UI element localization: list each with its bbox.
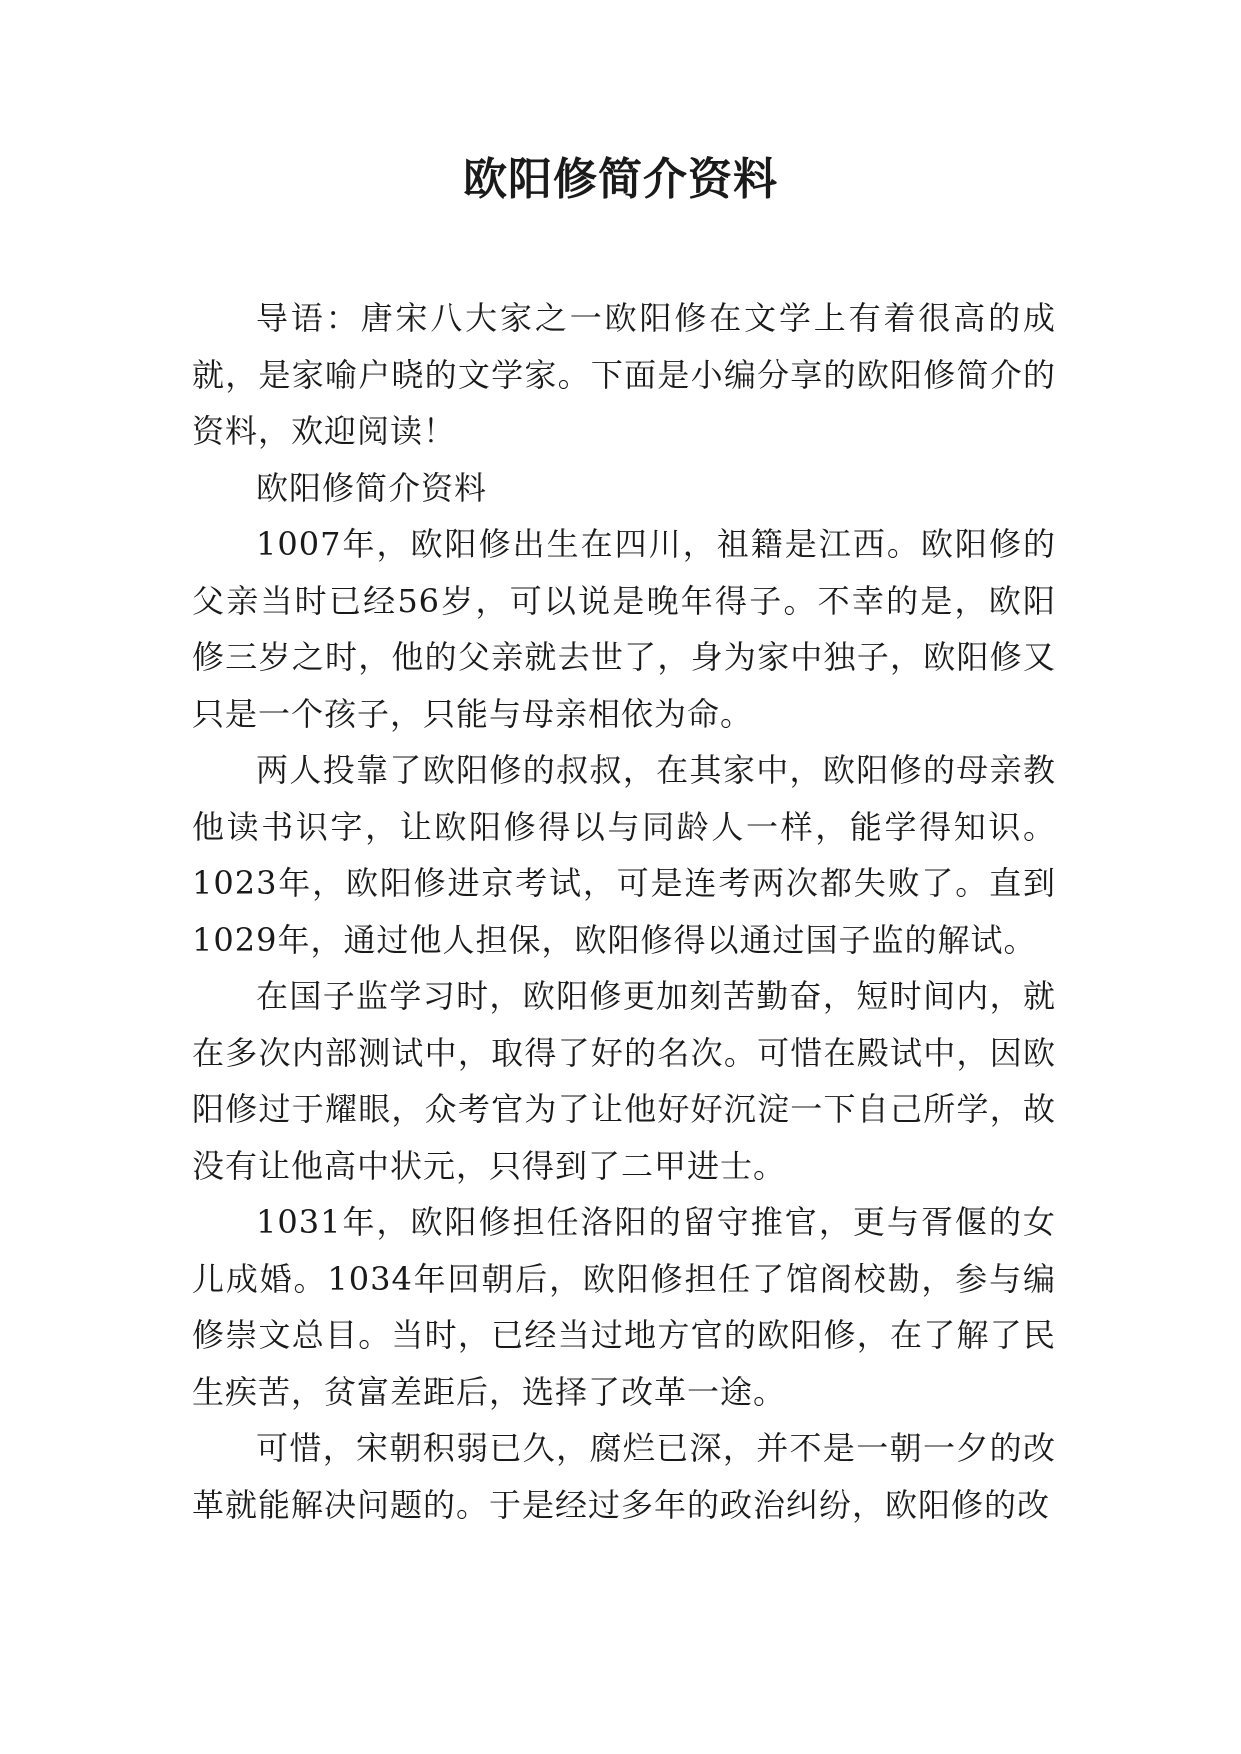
body-paragraph: 可惜，宋朝积弱已久，腐烂已深，并不是一朝一夕的改革就能解决问题的。于是经过多年的政治纠纷，欧阳修的改 — [192, 1429, 1056, 1524]
body-paragraph: 1007年，欧阳修出生在四川，祖籍是江西。欧阳修的父亲当时已经56岁，可以说是晚年得子。不幸的是，欧阳修三岁之时，他的父亲就去世了，身为家中独子，欧阳修又只是一个孩子，只能与母亲相依为命。 — [192, 525, 1056, 733]
section-heading: 欧阳修简介资料 — [256, 468, 488, 507]
document-body — [192, 290, 1056, 1533]
document-title: 欧阳修简介资料 — [463, 154, 778, 205]
body-paragraph: 1031年，欧阳修担任洛阳的留守推官，更与胥偃的女儿成婚。1034年回朝后，欧阳修担任了馆阁校勘，参与编修崇文总目。当时，已经当过地方官的欧阳修，在了解了民生疾苦，贫富差距后，选择了改革一途。 — [192, 1203, 1056, 1411]
body-paragraph: 在国子监学习时，欧阳修更加刻苦勤奋，短时间内，就在多次内部测试中，取得了好的名次。可惜在殿试中，因欧阳修过于耀眼，众考官为了让他好好沉淀一下自己所学，故没有让他高中状元，只得到了二甲进士。 — [192, 977, 1056, 1185]
intro-paragraph: 导语：唐宋八大家之一欧阳修在文学上有着很高的成就，是家喻户晓的文学家。下面是小编分享的欧阳修简介的资料，欢迎阅读！ — [192, 299, 1056, 450]
body-paragraph: 两人投靠了欧阳修的叔叔，在其家中，欧阳修的母亲教他读书识字，让欧阳修得以与同龄人一样，能学得知识。1023年，欧阳修进京考试，可是连考两次都失败了。直到1029年，通过他人担保，欧阳修得以通过国子监的解试。 — [192, 751, 1056, 959]
